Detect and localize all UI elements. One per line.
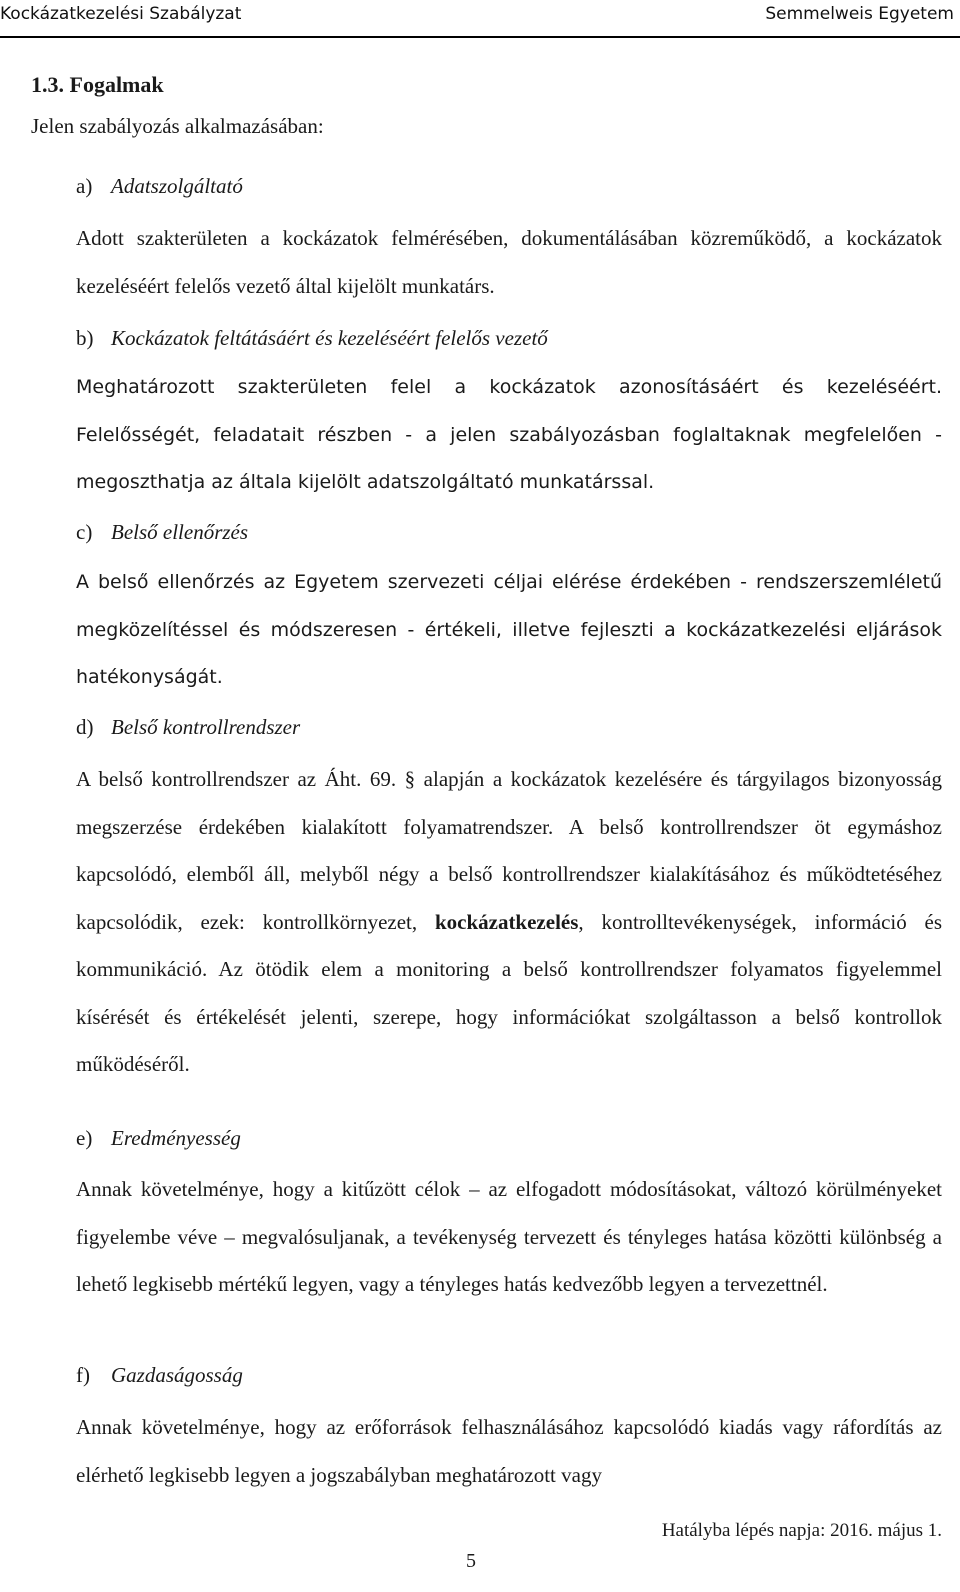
term-letter: f) [76, 1363, 90, 1387]
page-header [0, 0, 960, 38]
term-heading-a [76, 174, 243, 199]
definition-text: , kontrolltevékenységek, információ és kommunikáció. Az ötödik elem a monitoring a belső kontrollrendszer folyamatos figyelemmel kísérését és értékelését jelenti, szerepe, hogy információkat szolgáltasson a belső kontrollok működéséről. [76, 909, 942, 1076]
institution-name: Semmelweis Egyetem [765, 4, 954, 24]
term-definition-c: A belső ellenőrzés az Egyetem szervezeti céljai elérése érdekében - rendszerszemléletű megközelítéssel és módszeresen - értékeli, illetve fejleszti a kockázatkezelési eljárások hatékonyságát. [76, 571, 942, 688]
term-heading-e [76, 1126, 241, 1151]
definition-bold-term: kockázatkezelés [434, 909, 579, 934]
document-title: Kockázatkezelési Szabályzat [0, 4, 242, 24]
section-intro: Jelen szabályozás alkalmazásában: [31, 114, 324, 138]
term-letter: a) [76, 174, 93, 198]
term-definition-d [76, 756, 942, 1089]
term-name: Eredményesség [111, 1126, 241, 1150]
term-name: Adatszolgáltató [111, 174, 243, 198]
term-letter: c) [76, 520, 93, 544]
effective-date: Hatályba lépés napja: 2016. május 1. [661, 1520, 942, 1541]
term-letter: b) [76, 326, 94, 350]
definition-text: A belső kontrollrendszer az Áht. 69. § alapján a kockázatok kezelésére és tárgyilagos bizonyosság megszerzése érdekében kialakított folyamatrendszer. A belső kontrollrendszer öt egymáshoz kapcsolódó, elemből áll, melyből négy a belső kontrollrendszer kialakításához és működtetéséhez kapcsolódik, ezek: kontrollkörnyezet, [76, 767, 942, 934]
term-definition-a: Adott szakterületen a kockázatok felmérésében, dokumentálásában közreműködő, a kockázatok kezeléséért felelős vezető által kijelölt munkatárs. [76, 226, 942, 298]
term-letter: d) [76, 715, 94, 739]
term-heading-f [76, 1363, 243, 1388]
term-name: Belső ellenőrzés [111, 520, 249, 544]
term-heading-c [76, 520, 248, 545]
term-definition-b: Meghatározott szakterületen felel a kockázatok azonosításáért és kezeléséért. Felelősségét, feladatait részben - a jelen szabályozásban foglaltaknak megfelelően - megoszthatja az általa kijelölt adatszolgáltató munkatárssal. [76, 376, 942, 493]
term-letter: e) [76, 1126, 93, 1150]
section-title: 1.3. Fogalmak [31, 72, 164, 97]
term-definition-f: Annak követelménye, hogy az erőforrások felhasználásához kapcsolódó kiadás vagy ráfordítás az elérhető legkisebb legyen a jogszabályban meghatározott vagy [76, 1415, 942, 1487]
page-number: 5 [466, 1550, 476, 1572]
term-name: Gazdaságosság [111, 1363, 243, 1387]
term-name: Kockázatok feltátásáért és kezeléséért felelős vezető [111, 326, 548, 350]
term-heading-b [76, 326, 548, 351]
term-heading-d [76, 715, 300, 740]
term-name: Belső kontrollrendszer [111, 715, 301, 739]
term-definition-e: Annak követelménye, hogy a kitűzött célok – az elfogadott módosításokat, változó körülményeket figyelembe véve – megvalósuljanak, a tevékenység tervezett és tényleges hatása közötti különbség a lehető legkisebb mértékű legyen, vagy a tényleges hatás kedvezőbb legyen a tervezettnél. [76, 1177, 942, 1296]
